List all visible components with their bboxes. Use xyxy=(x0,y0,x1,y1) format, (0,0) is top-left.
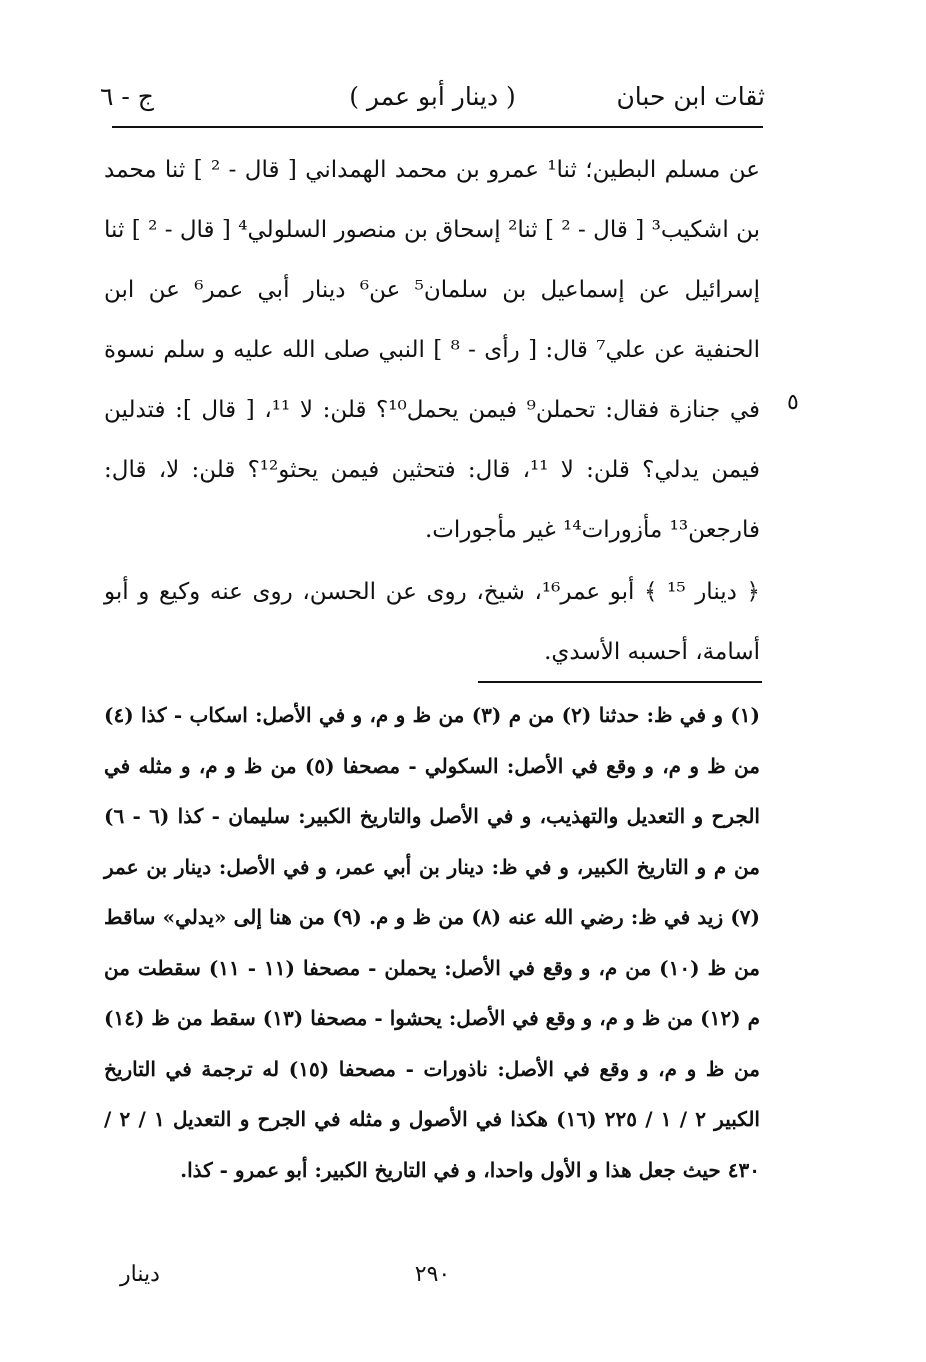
book-title: ثقات ابن حبان xyxy=(616,82,765,111)
header-rule xyxy=(112,126,763,128)
running-header xyxy=(100,82,765,122)
volume-number: ج - ٦ xyxy=(100,82,154,111)
biography-entry: ﴿ دينار ¹⁵ ﴾ أبو عمر¹⁶، شيخ، روى عن الحسن، روى عنه وكيع و أبو أسامة، أحسبه الأسدي. xyxy=(104,579,761,665)
entry-title: ( دينار أبو عمر ) xyxy=(349,82,516,111)
footnotes: (١) و في ظ: حدثنا (٢) من م (٣) من ظ و م، و في الأصل: اسكاب - كذا (٤) من ظ و م، و وقع في الأصل: السكولي - مصحفا (٥) من ظ و م، و مثله في الجرح و التعديل والتهذيب، و في الأصل والتاريخ الكبير: سليمان - كذا (٦ - ٦) من م و التاريخ الكبير، و في ظ: دينار بن أبي عمر، و في الأصل: دينار بن عمر (٧) زيد في ظ: رضي الله عنه (٨) من ظ و م. (٩) من هنا إلى «يدلي» ساقط من ظ (١٠) من م، و وقع في الأصل: يحملن - مصحفا (١١ - ١١) سقطت من م (١٢) من ظ و م، و وقع في الأصل: يحشوا - مصحفا (١٣) سقط من ظ (١٤) من ظ و م، و وقع في الأصل: ناذورات - مصحفا (١٥) له ترجمة في التاريخ الكبير ٢ / ١ / ٢٢٥ (١٦) هكذا في الأصول و مثله في الجرح و التعديل ١ / ٢ / ٤٣٠ حيث جعل هذا و الأول واحدا، و في التاريخ الكبير: أبو عمرو - كذا. xyxy=(104,703,761,1182)
footnote-rule xyxy=(478,681,762,683)
line-marker: ٥ xyxy=(787,390,799,415)
hadith-paragraph: عن مسلم البطين؛ ثنا¹ عمرو بن محمد الهمداني [ قال - ² ] ثنا محمد بن اشكيب³ [ قال - ² ] ثنا² إسحاق بن منصور السلولي⁴ [ قال - ² ] ثنا إسرائيل عن إسماعيل بن سلمان⁵ عن⁶ دينار أبي عمر⁶ عن ابن الحنفية عن علي⁷ قال: [ رأى - ⁸ ] النبي صلى الله عليه و سلم نسوة في جنازة فقال: تحملن⁹ فيمن يحمل¹⁰؟ قلن: لا ¹¹، [ قال ]: فتدلين فيمن يدلي؟ قلن: لا ¹¹، قال: فتحثين فيمن يحثو¹²؟ قلن: لا، قال: فارجعن¹³ مأزورات¹⁴ غير مأجورات. xyxy=(104,157,761,543)
main-text xyxy=(104,140,760,682)
catchword: دينار xyxy=(120,1262,160,1287)
page-number: ٢٩٠ xyxy=(414,1262,451,1287)
page-footer xyxy=(100,1262,765,1302)
